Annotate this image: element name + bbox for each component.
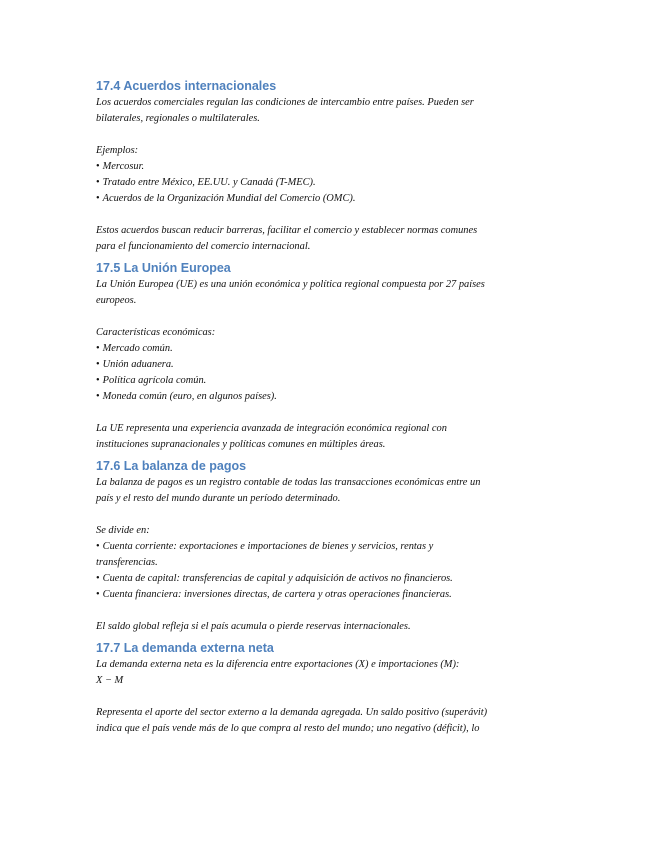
intro-line: La balanza de pagos es un registro contable de todas las transacciones económicas entre un: [96, 477, 481, 488]
bullet-icon: •: [96, 359, 100, 370]
list-item-text: Cuenta de capital: transferencias de capital y adquisición de activos no financieros.: [102, 573, 453, 584]
list-item: [96, 341, 566, 357]
list-item-text: Unión aduanera.: [102, 359, 174, 370]
list-item-text: Cuenta corriente: exportaciones e importaciones de bienes y servicios, rentas y: [102, 541, 434, 552]
list-item-text: Política agrícola común.: [102, 375, 207, 386]
spacer: [96, 689, 566, 705]
list-item: [96, 373, 566, 389]
document-body: [96, 78, 566, 737]
list-item: [96, 357, 566, 373]
list-item: [96, 159, 566, 175]
bullet-icon: •: [96, 573, 100, 584]
list-label: Se divide en:: [96, 525, 150, 536]
intro-line: La Unión Europea (UE) es una unión económica y política regional compuesta por 27 países: [96, 279, 485, 290]
spacer: [96, 603, 566, 619]
section-3: [96, 458, 566, 635]
bullet-icon: •: [96, 375, 100, 386]
list-item-text: transferencias.: [96, 557, 158, 568]
spacer: [96, 207, 566, 223]
list-item-text: Mercosur.: [102, 161, 145, 172]
intro-line: La demanda externa neta es la diferencia entre exportaciones (X) e importaciones (M):: [96, 659, 460, 670]
list-item: [96, 191, 566, 207]
closing-line: instituciones supranacionales y políticas comunes en múltiples áreas.: [96, 439, 386, 450]
intro-line: bilaterales, regionales o multilaterales.: [96, 113, 260, 124]
section-heading: 17.4 Acuerdos internacionales: [96, 79, 277, 93]
section-heading: 17.5 La Unión Europea: [96, 261, 231, 275]
list-item-text: Mercado común.: [102, 343, 173, 354]
list-item-text: Tratado entre México, EE.UU. y Canadá (T-MEC).: [102, 177, 316, 188]
list-item: [96, 571, 566, 587]
spacer: [96, 405, 566, 421]
list-item: [96, 587, 566, 603]
bullet-icon: •: [96, 391, 100, 402]
intro-line: X − M: [96, 675, 124, 686]
list-label: Características económicas:: [96, 327, 216, 338]
closing-line: El saldo global refleja si el país acumula o pierde reservas internacionales.: [96, 621, 411, 632]
spacer: [96, 507, 566, 523]
list-item: [96, 555, 566, 571]
section-1: [96, 78, 566, 255]
bullet-list: [96, 539, 566, 603]
bullet-icon: •: [96, 589, 100, 600]
section-heading: 17.7 La demanda externa neta: [96, 641, 274, 655]
closing-line: para el funcionamiento del comercio internacional.: [96, 241, 311, 252]
bullet-list: [96, 341, 566, 405]
bullet-icon: •: [96, 177, 100, 188]
list-item-text: Acuerdos de la Organización Mundial del Comercio (OMC).: [102, 193, 356, 204]
bullet-list: [96, 159, 566, 207]
spacer: [96, 127, 566, 143]
intro-line: país y el resto del mundo durante un período determinado.: [96, 493, 341, 504]
list-item: [96, 389, 566, 405]
bullet-icon: •: [96, 541, 100, 552]
list-item-text: Cuenta financiera: inversiones directas, de cartera y otras operaciones financieras.: [102, 589, 452, 600]
section-4: [96, 640, 566, 737]
list-item-text: Moneda común (euro, en algunos países).: [102, 391, 277, 402]
intro-line: europeos.: [96, 295, 137, 306]
closing-line: indica que el país vende más de lo que compra al resto del mundo; uno negativo (déficit), lo: [96, 723, 480, 734]
bullet-icon: •: [96, 343, 100, 354]
section-heading: 17.6 La balanza de pagos: [96, 459, 247, 473]
list-label: Ejemplos:: [96, 145, 139, 156]
bullet-icon: •: [96, 193, 100, 204]
section-2: [96, 260, 566, 453]
intro-line: Los acuerdos comerciales regulan las condiciones de intercambio entre países. Pueden ser: [96, 97, 474, 108]
bullet-icon: •: [96, 161, 100, 172]
closing-line: Estos acuerdos buscan reducir barreras, facilitar el comercio y establecer normas comunes: [96, 225, 478, 236]
list-item: [96, 175, 566, 191]
closing-line: Representa el aporte del sector externo a la demanda agregada. Un saldo positivo (superávit): [96, 707, 488, 718]
list-item: [96, 539, 566, 555]
closing-line: La UE representa una experiencia avanzada de integración económica regional con: [96, 423, 447, 434]
spacer: [96, 309, 566, 325]
